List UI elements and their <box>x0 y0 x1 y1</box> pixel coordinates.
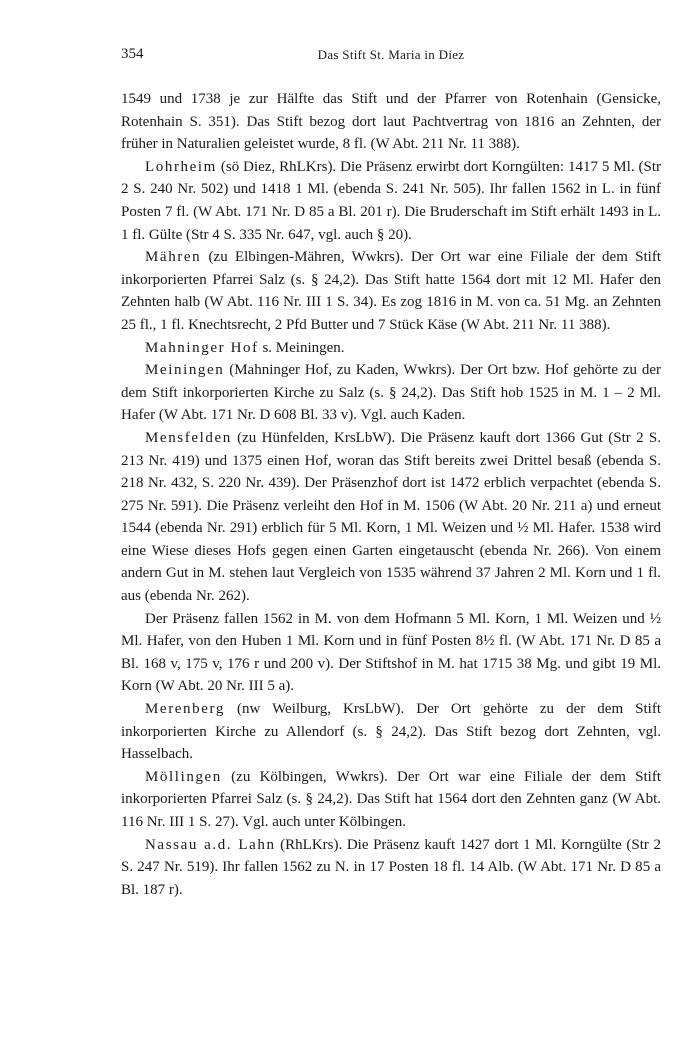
page-number: 354 <box>121 46 144 62</box>
place-name: Mensfelden <box>145 429 232 446</box>
paragraph <box>121 246 661 336</box>
place-name: Meiningen <box>145 362 225 379</box>
paragraph <box>121 834 661 902</box>
place-name: Mahninger Hof <box>145 339 259 356</box>
place-name: Merenberg <box>145 701 225 718</box>
place-name: Nassau a.d. Lahn <box>145 836 276 853</box>
place-name: Mähren <box>145 249 202 266</box>
paragraph <box>121 156 661 246</box>
paragraph <box>121 427 661 608</box>
paragraph <box>121 359 661 427</box>
place-name: Möllingen <box>145 768 222 785</box>
paragraph <box>121 88 661 156</box>
place-name: Lohrheim <box>145 158 217 175</box>
paragraph <box>121 608 661 698</box>
paragraph-text: (sö Diez, RhLKrs). Die Präsenz erwirbt dort Korngülten: 1417 5 Ml. (Str 2 S. 240 Nr. 502) und 1418 1 Ml. (ebenda S. 241 Nr. 505). Ihr fallen 1562 in L. in fünf Posten 7 fl. (W Abt. 171 Nr. D 85 a Bl. 201 r). Die Bruderschaft im Stift erhält 1493 in L. 1 fl. Gülte (Str 4 S. 335 Nr. 647, vgl. auch § 20). <box>121 158 661 243</box>
body-text <box>121 88 661 901</box>
running-title: Das Stift St. Maria in Diez <box>317 47 465 62</box>
paragraph-text: (zu Hünfelden, KrsLbW). Die Präsenz kauft dort 1366 Gut (Str 2 S. 213 Nr. 419) und 1375 einen Hof, woran das Stift bereits zwei Drittel besaß (ebenda S. 218 Nr. 432, S. 220 Nr. 439). Der Präsenzhof dort ist 1472 erblich verpachtet (ebenda S. 275 Nr. 591). Die Präsenz verleiht den Hof in M. 1506 (W Abt. 20 Nr. 211 a) und erneut 1544 (ebenda Nr. 291) erblich für 5 Ml. Korn, 1 Ml. Weizen und ½ Ml. Hafer. 1538 wird eine Wiese dieses Hofs gegen einen Garten eingetauscht (ebenda Nr. 266). Von einem andern Gut in M. stehen laut Vergleich von 1535 während 37 Jahren 2 Ml. Korn und 1 fl. aus (ebenda Nr. 262). <box>121 429 661 605</box>
paragraph-text: s. Meiningen. <box>258 339 345 356</box>
page-header <box>121 46 661 70</box>
paragraph-text: Der Präsenz fallen 1562 in M. von dem Hofmann 5 Ml. Korn, 1 Ml. Weizen und ½ Ml. Hafer, von den Huben 1 Ml. Korn und in fünf Posten 8½ fl. (W Abt. 171 Nr. D 85 a Bl. 168 v, 175 v, 176 r und 200 v). Der Stiftshof in M. hat 1715 38 Mg. und gibt 19 Ml. Korn (W Abt. 20 Nr. III 5 a). <box>121 610 661 695</box>
paragraph-text: (zu Kölbingen, Wwkrs). Der Ort war eine Filiale der dem Stift inkorporierten Pfarrei Salz (s. § 24,2). Das Stift hat 1564 dort den Zehnten ganz (W Abt. 116 Nr. III 1 S. 27). Vgl. auch unter Kölbingen. <box>121 768 661 830</box>
paragraph <box>121 698 661 766</box>
paragraph-text: (Mahninger Hof, zu Kaden, Wwkrs). Der Ort bzw. Hof gehörte zu der dem Stift inkorporierten Kirche zu Salz (s. § 24,2). Das Stift hob 1525 in M. 1 – 2 Ml. Hafer (W Abt. 171 Nr. D 608 Bl. 33 v). Vgl. auch Kaden. <box>121 362 661 424</box>
paragraph <box>121 766 661 834</box>
paragraph-text: 1549 und 1738 je zur Hälfte das Stift und der Pfarrer von Rotenhain (Gensicke, Rotenhain S. 351). Das Stift bezog dort laut Pachtvertrag von 1816 an Zehnten, der früher in Naturalien geleistet wurde, 8 fl. (W Abt. 211 Nr. 11 388). <box>121 91 661 153</box>
paragraph-text: (zu Elbingen-Mähren, Wwkrs). Der Ort war eine Filiale der dem Stift inkorporierten Pfarrei Salz (s. § 24,2). Das Stift hatte 1564 dort mit 12 Ml. Hafer den Zehnten halb (W Abt. 116 Nr. III 1 S. 34). Es zog 1816 in M. von ca. 51 Mg. an Zehnten 25 fl., 1 fl. Knechtsrecht, 2 Pfd Butter und 7 Stück Käse (W Abt. 211 Nr. 11 388). <box>121 249 661 333</box>
paragraph <box>121 337 661 360</box>
paragraph-text: (RhLKrs). Die Präsenz kauft 1427 dort 1 Ml. Korngülte (Str 2 S. 247 Nr. 519). Ihr fallen 1562 zu N. in 17 Posten 18 fl. 14 Alb. (W Abt. 171 Nr. D 85 a Bl. 187 r). <box>121 836 662 898</box>
paragraph-text: (nw Weilburg, KrsLbW). Der Ort gehörte zu der dem Stift inkorporierten Kirche zu Allendorf (s. § 24,2). Das Stift bezog dort Zehnten, vgl. Hasselbach. <box>121 701 661 763</box>
